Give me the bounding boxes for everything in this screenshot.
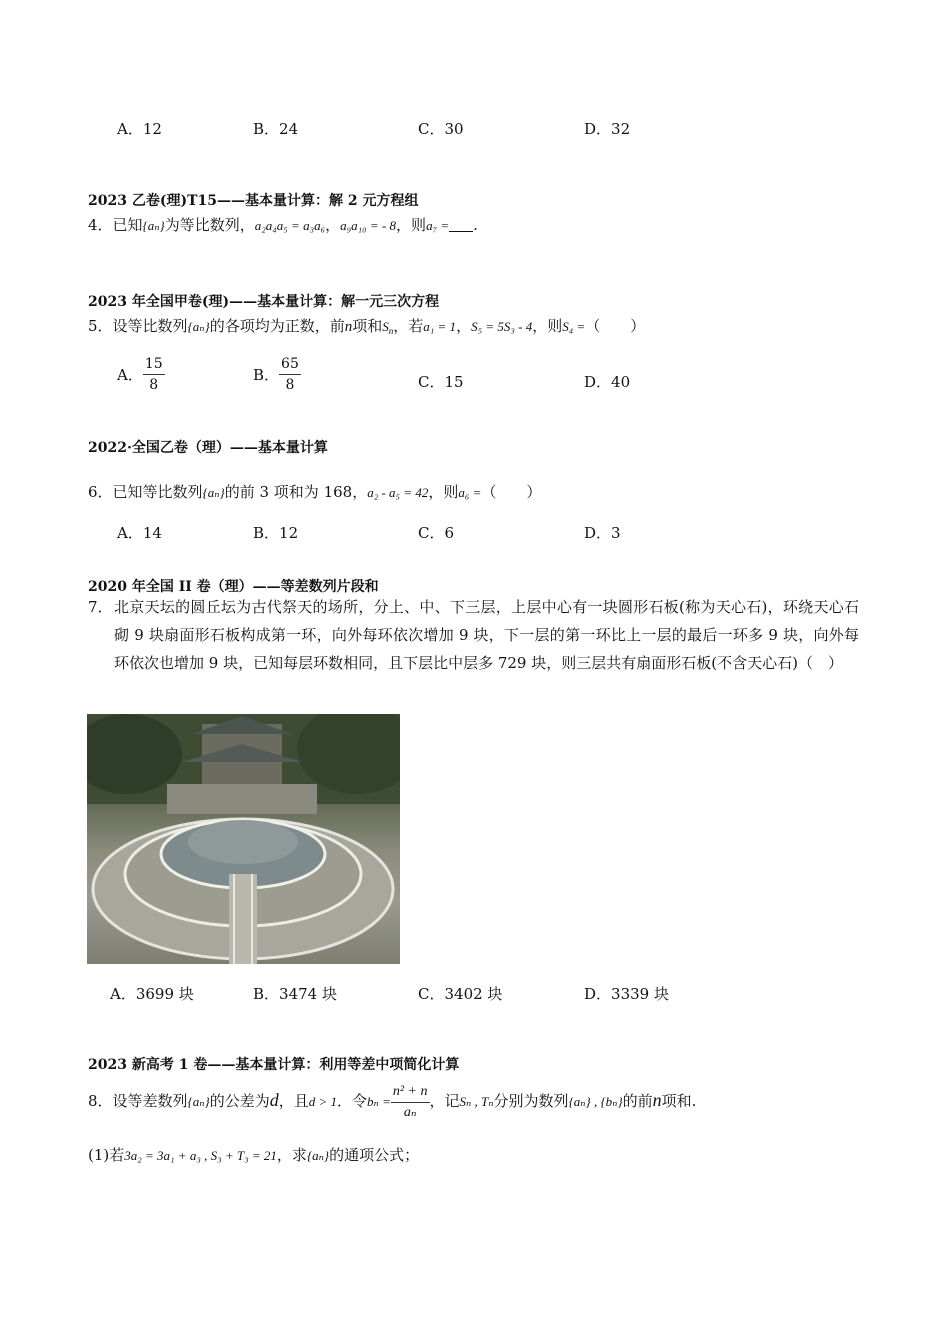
q4-text: [88, 215, 478, 236]
q8-text-5: 分别为数列: [493, 1092, 569, 1110]
q5-text-3: ，若: [393, 317, 424, 335]
q5-option-a-label: A．: [117, 366, 143, 384]
q5-ask: S₄ =: [562, 319, 586, 334]
q8-text-3: ．令: [337, 1092, 368, 1110]
q5-option-b-fraction: [279, 354, 301, 395]
q8-sequences: {aₙ} , {bₙ}: [568, 1094, 623, 1109]
q5-text-1: 的各项均为正数，前: [209, 317, 345, 335]
q8-fraction-denominator: aₙ: [403, 1104, 417, 1120]
q6-text-1: 的前 3 项和为 168，: [224, 483, 368, 501]
q6-paren: （ ）: [481, 483, 542, 501]
q3-option-b: B．24: [253, 120, 299, 138]
q8-heading: 2023 新高考 1 卷——基本量计算：利用等差中项简化计算: [88, 1057, 460, 1073]
q5-sn: $S_n$: [382, 319, 394, 336]
q5-sequence: {aₙ}: [187, 319, 210, 334]
q6-condition: a₂ - a₅ = 42: [367, 485, 429, 500]
q5-text-2: 项和: [352, 317, 383, 335]
q6-option-c: C．6: [418, 524, 455, 542]
q8-d: d: [269, 1090, 279, 1110]
q8-part1: [88, 1140, 419, 1171]
q5-heading: 2023 年全国甲卷(理)——基本量计算：解一元三次方程: [88, 294, 440, 310]
q3-option-a: A．12: [117, 120, 162, 138]
q5-option-c: C．15: [418, 373, 464, 391]
temple-photo-drawing: [87, 714, 400, 964]
q7-option-b: B．3474 块: [253, 985, 337, 1003]
q5-option-a-denominator: 8: [149, 377, 159, 393]
q8-sequence: {aₙ}: [187, 1094, 210, 1109]
q8-part1-text-1: ，求: [276, 1146, 307, 1164]
q6-sequence: {aₙ}: [202, 485, 225, 500]
q7-text: 北京天坛的圆丘坛为古代祭天的场所，分上、中、下三层，上层中心有一块圆形石板(称为天心石)，环绕天心石砌 9 块扇面形石板构成第一环，向外每环依次增加 9 块，下一层的第一环比上一层的最后一环多 9 块，向外每环依次也增加 9 块，已知每层环数相同，且下层比中层多 729 块，则三层共有扇面形石板(不含天心石)（ ）: [114, 598, 859, 672]
q4-text-2: ，则: [396, 216, 427, 234]
q6-text-2: ，则: [428, 483, 459, 501]
q4-text-1: 为等比数列，: [164, 216, 255, 234]
q7-option-d: D．3339 块: [584, 985, 669, 1003]
q5-condition-2: S₅ = 5S₃ - 4: [471, 319, 533, 334]
q5-text: [88, 316, 645, 341]
q8-text-6: 的前: [622, 1092, 653, 1110]
q8-part1-label: (1)若: [88, 1146, 125, 1164]
q8-text-7: 项和.: [661, 1092, 697, 1110]
q5-option-a: [117, 354, 165, 395]
q8-number: 8．设等差数列: [88, 1092, 188, 1110]
q4-condition-1: a₂a₄a₅ = a₃a₆: [254, 218, 326, 233]
q6-option-a: A．14: [117, 524, 162, 542]
q8-part1-sequence: {aₙ}: [306, 1148, 330, 1163]
q5-number: 5．设等比数列: [88, 317, 188, 335]
q8-st: Sₙ , Tₙ: [459, 1094, 494, 1109]
q3-option-d: D．32: [584, 120, 631, 138]
q8-part1-text-2: 的通项公式；: [329, 1146, 420, 1164]
q5-option-b-label: B．: [253, 366, 280, 384]
q8-fraction-numerator: n² + n: [391, 1082, 430, 1103]
q5-paren: （ ）: [585, 317, 646, 335]
q8-fraction: [391, 1082, 430, 1123]
q4-ask: a₇ =: [426, 218, 450, 233]
q7-number: 7．: [88, 598, 113, 616]
q8-part1-condition: 3a₂ = 3a₁ + a₃ , S₃ + T₃ = 21: [124, 1148, 277, 1163]
temple-photo: [87, 714, 400, 964]
q5-option-d: D．40: [584, 373, 631, 391]
q4-sep: ，: [325, 216, 341, 234]
q7-option-a: A．3699 块: [110, 985, 194, 1003]
q4-end: .: [473, 216, 478, 234]
q8-text: [88, 1078, 696, 1124]
q4-number: 4．已知: [88, 216, 143, 234]
q8-text-2: ，且: [278, 1092, 309, 1110]
q6-text: [88, 482, 541, 503]
q5-option-b-numerator: 65: [279, 354, 301, 375]
q5-condition-1: a₁ = 1: [423, 319, 457, 334]
q5-option-b: [253, 354, 301, 395]
q8-bn: bₙ =: [367, 1094, 391, 1109]
q5-text-4: ，则: [532, 317, 563, 335]
q6-heading: 2022·全国乙卷（理）——基本量计算: [88, 440, 328, 456]
q4-condition-2: a₉a₁₀ = - 8: [340, 218, 397, 233]
q7-option-c: C．3402 块: [418, 985, 503, 1003]
q6-number: 6．已知等比数列: [88, 483, 203, 501]
q5-sep: ，: [456, 317, 472, 335]
q5-option-a-numerator: 15: [143, 354, 165, 375]
q4-sequence: {aₙ}: [142, 218, 165, 233]
q8-condition: d > 1: [308, 1094, 338, 1109]
q8-text-4: ，记: [429, 1092, 460, 1110]
q5-option-a-fraction: [143, 354, 165, 395]
q6-option-d: D．3: [584, 524, 621, 542]
q6-ask: a₆ =: [458, 485, 482, 500]
q4-answer-blank: [449, 217, 473, 232]
q5-n: n: [344, 319, 353, 335]
q4-heading: 2023 乙卷(理)T15——基本量计算：解 2 元方程组: [88, 193, 419, 209]
q6-option-b: B．12: [253, 524, 299, 542]
q8-text-1: 的公差为: [209, 1092, 270, 1110]
q8-n: n: [652, 1090, 662, 1110]
q5-option-b-denominator: 8: [285, 377, 295, 393]
q7-heading: 2020 年全国 II 卷（理）——等差数列片段和: [88, 579, 379, 595]
q3-option-c: C．30: [418, 120, 464, 138]
